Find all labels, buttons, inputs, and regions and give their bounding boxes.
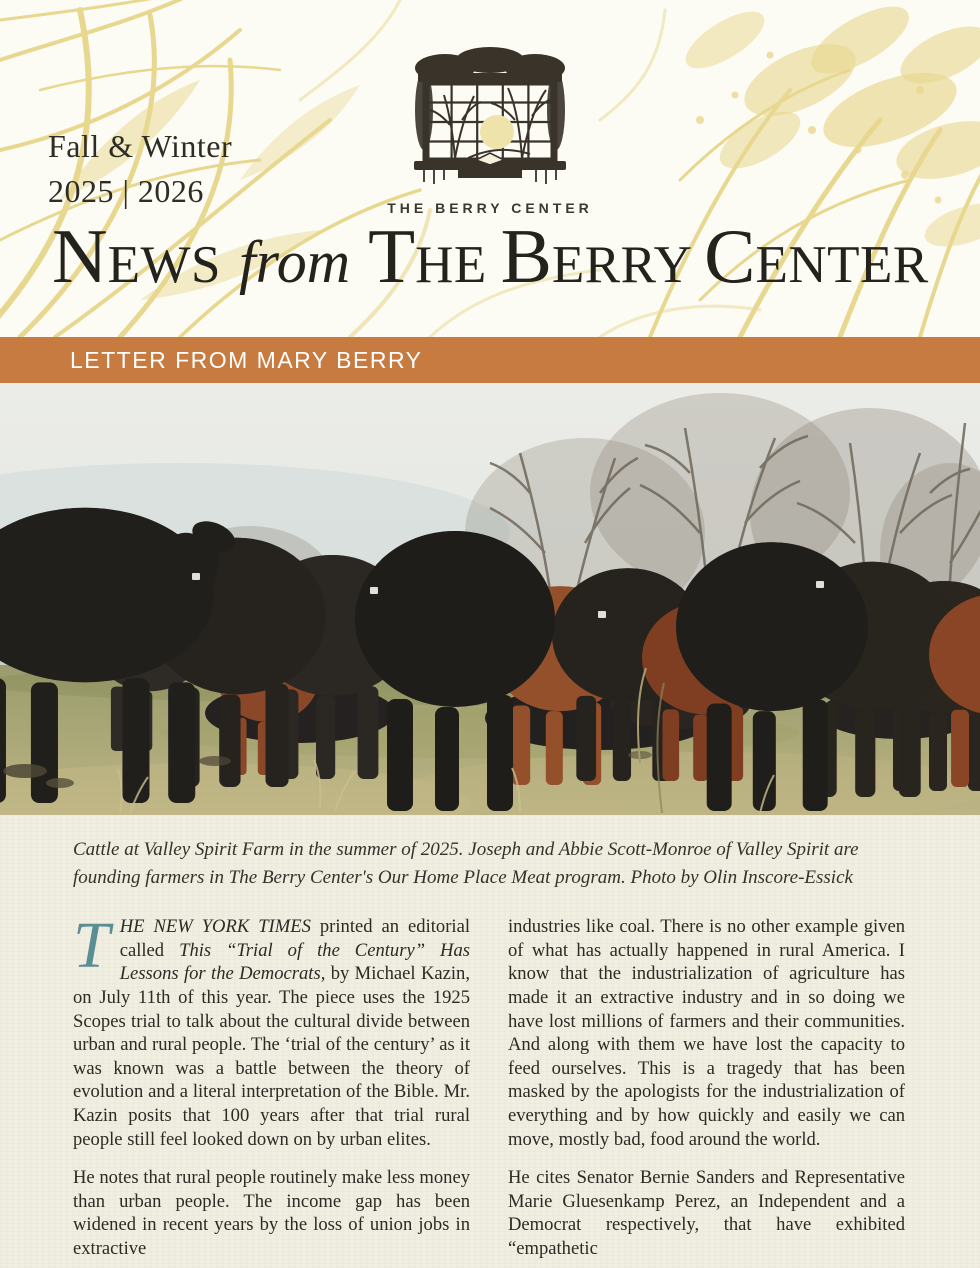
paragraph-3: industries like coal. There is no other example given of what has actually happened in rural America. I know that the industrialization of agriculture has made it an extractive industry and in so doing we have lost millions of farmers and their communities. And along with them we have lost the capacity to feed ourselves. This is a tragedy that has been masked by the apologists for the industrialization of everything and by how quickly and easily we can move, mostly bad, food around the world.	[508, 916, 905, 1150]
berry-center-logo-block	[360, 40, 620, 216]
left-column	[73, 909, 471, 1268]
drop-cap: T	[73, 909, 110, 983]
photo-caption: Cattle at Valley Spirit Farm in the summer of 2025. Joseph and Abbie Scott-Monroe of Valley Spirit are founding farmers in The Berry Center's Our Home Place Meat program. Photo by Olin Inscore-Essick	[73, 839, 859, 888]
logo-wordmark: THE BERRY CENTER	[387, 200, 593, 216]
masthead-header	[0, 0, 980, 337]
paragraph-1: THE NEW YORK TIMES printed an editorial called This “Trial of the Century” Has Lessons for the Democrats, by Michael Kazin, on July 11th of this year. The piece uses the 1925 Scopes trial to talk about the cultural divide between urban and rural people. The ‘trial of the century’ as it was known was a battle between the theory of evolution and a literal interpretation of the Bible. Mr. Kazin posits that 100 years after that trial rural people still feel looked down on by urban elites.	[73, 909, 471, 1150]
newsletter-title: NEWS from THE BERRY CENTER	[52, 213, 929, 299]
berry-center-logo	[400, 40, 580, 190]
issue-date	[48, 124, 232, 215]
right-column	[508, 915, 905, 1268]
letter-body	[0, 891, 980, 1268]
section-banner	[0, 337, 980, 383]
paragraph-2: He notes that rural people routinely make less money than urban people. The income gap has been widened in recent years by the loss of union jobs in extractive	[73, 1167, 470, 1260]
section-banner-label: LETTER FROM MARY BERRY	[70, 346, 423, 373]
issue-years: 2025 | 2026	[48, 173, 204, 210]
issue-season: Fall & Winter	[48, 128, 233, 164]
paragraph-4: He cites Senator Bernie Sanders and Representative Marie Gluesenkamp Perez, an Independent and a Democrat respectively, that have exhibited “empathetic	[508, 1167, 905, 1260]
cattle-photo	[0, 383, 980, 815]
